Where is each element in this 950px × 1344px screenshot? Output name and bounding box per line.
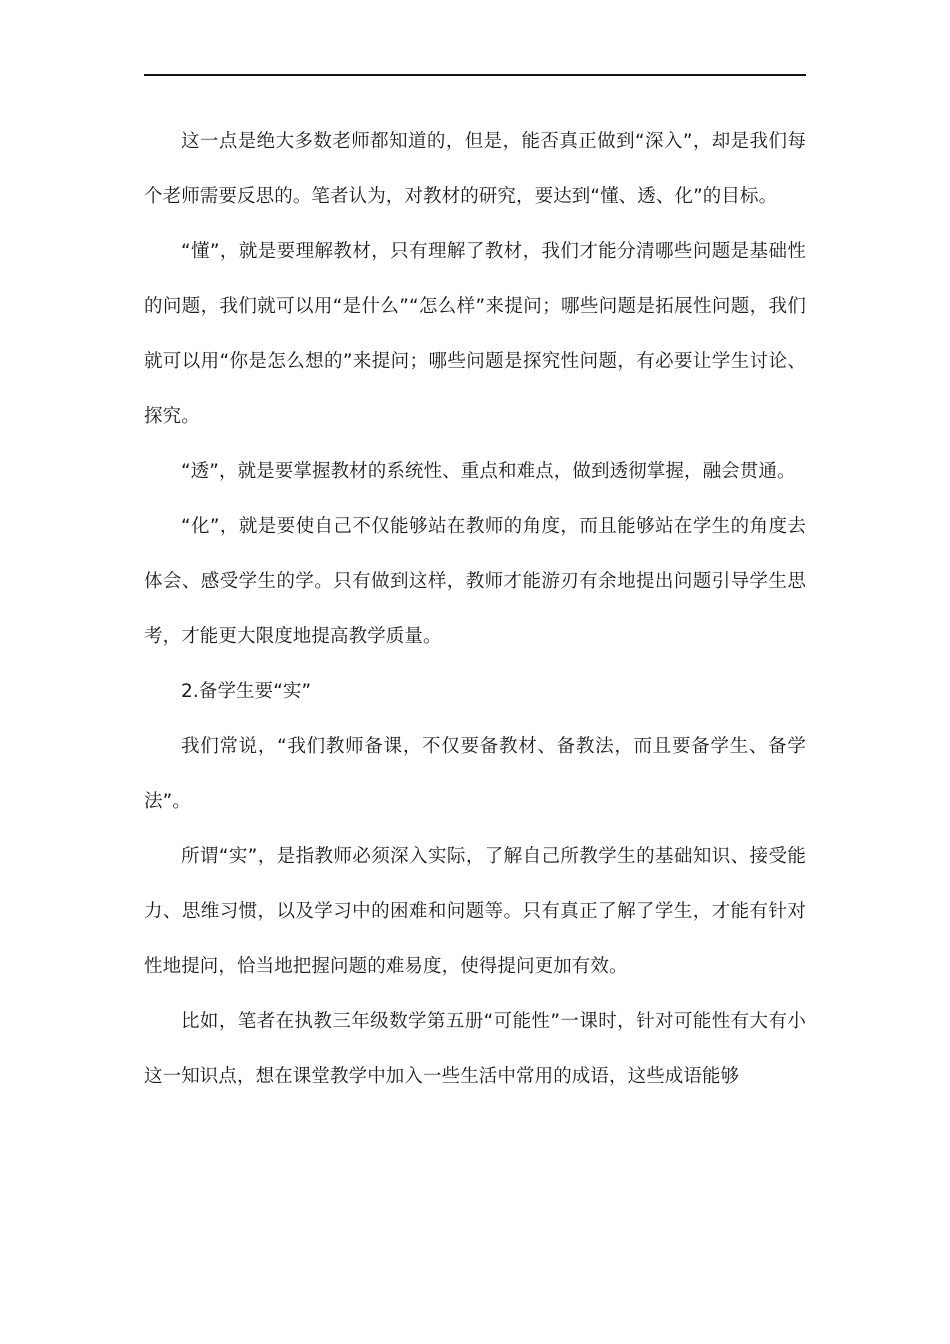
paragraph-thorough: “透”，就是要掌握教材的系统性、重点和难点，做到透彻掌握，融会贯通。 xyxy=(181,461,796,482)
document-body xyxy=(144,114,806,1104)
paragraph-transform: “化”，就是要使自己不仅能够站在教师的角度，而且能够站在学生的角度去体会、感受学生的学。只有做到这样，教师才能游刃有余地提出问题引导学生思考，才能更大限度地提高教学质量。 xyxy=(144,516,806,647)
paragraph-deep-study: 这一点是绝大多数老师都知道的，但是，能否真正做到“深入”，却是我们每个老师需要反思的。笔者认为，对教材的研究，要达到“懂、透、化”的目标。 xyxy=(144,131,806,207)
paragraph-understand: “懂”，就是要理解教材，只有理解了教材，我们才能分清哪些问题是基础性的问题，我们就可以用“是什么”“怎么样”来提问；哪些问题是拓展性问题，我们就可以用“你是怎么想的”来提问；哪些问题是探究性问题，有必要让学生讨论、探究。 xyxy=(144,241,806,427)
paragraph-example: 比如，笔者在执教三年级数学第五册“可能性”一课时，针对可能性有大有小这一知识点，想在课堂教学中加入一些生活中常用的成语，这些成语能够 xyxy=(144,1011,806,1087)
header-rule xyxy=(144,74,806,76)
paragraph-common-saying: 我们常说，“我们教师备课，不仅要备教材、备教法，而且要备学生、备学法”。 xyxy=(144,736,806,812)
paragraph-practical: 所谓“实”，是指教师必须深入实际，了解自己所教学生的基础知识、接受能力、思维习惯，以及学习中的困难和问题等。只有真正了解了学生，才能有针对性地提问，恰当地把握问题的难易度，使得提问更加有效。 xyxy=(144,846,806,977)
section-heading-students: 2.备学生要“实” xyxy=(181,681,312,702)
